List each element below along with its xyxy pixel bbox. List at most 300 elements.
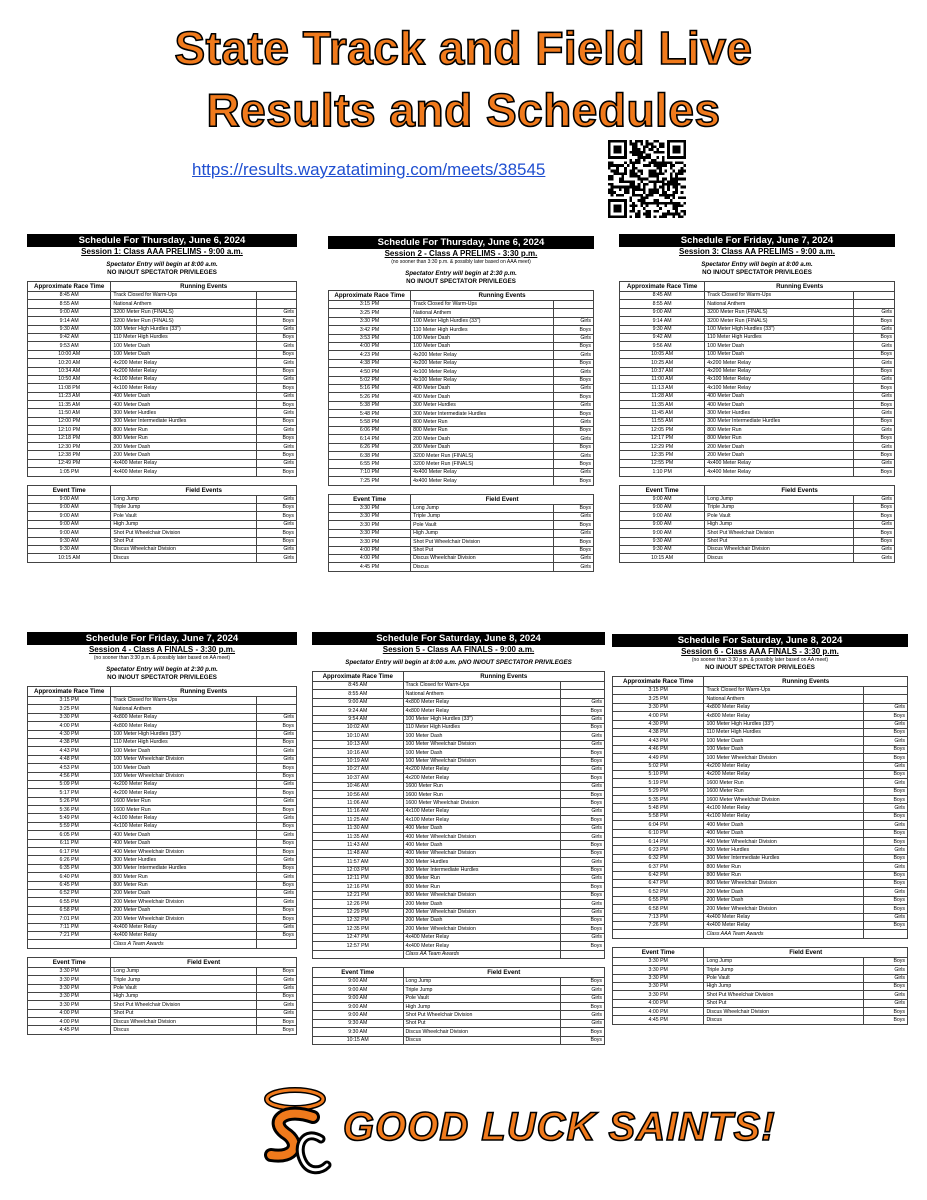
event-name: 4x400 Meter Relay [403, 933, 561, 941]
table-row [620, 417, 895, 425]
event-gender: Girls [256, 342, 296, 350]
column-header: Running Events [705, 282, 895, 292]
event-name: Long Jump [705, 495, 854, 503]
event-gender: Girls [256, 755, 296, 763]
event-time: 12:30 PM [28, 443, 111, 451]
table-row [313, 715, 605, 723]
event-name: 200 Meter Dash [705, 451, 854, 459]
schedule-block [312, 632, 605, 1045]
event-gender: Boys [256, 881, 296, 889]
event-name: 4x100 Meter Relay [403, 816, 561, 824]
event-time: 4:56 PM [28, 772, 111, 780]
event-time: 3:30 PM [28, 713, 111, 721]
event-gender: Boys [863, 1008, 907, 1016]
table-row [329, 460, 594, 468]
event-time: 10:02 AM [313, 723, 404, 731]
column-header: Event Time [613, 947, 704, 957]
event-time [313, 950, 404, 958]
event-name: 100 Meter Dash [704, 737, 863, 745]
table-row [28, 856, 297, 864]
event-name: 110 Meter High Hurdles [705, 333, 854, 341]
event-name: 400 Meter Dash [111, 392, 256, 400]
event-name: Triple Jump [411, 512, 554, 520]
event-name: Track Closed for Warm-Ups [403, 682, 561, 690]
table-row [613, 695, 908, 703]
event-name: 4x100 Meter Relay [411, 376, 554, 384]
event-time: 12:29 PM [313, 908, 404, 916]
event-gender: Boys [554, 342, 594, 350]
event-gender: Boys [863, 812, 907, 820]
page-title-line2: Results and Schedules [206, 84, 721, 136]
column-header: Field Events [111, 485, 297, 495]
event-name: Shot Put [411, 546, 554, 554]
table-row [329, 309, 594, 317]
table-row [620, 401, 895, 409]
event-time: 11:35 AM [313, 833, 404, 841]
event-name: 3200 Meter Run (FINALS) [705, 317, 854, 325]
event-name: Shot Put Wheelchair Division [704, 991, 863, 999]
event-time: 7:25 PM [329, 477, 411, 485]
spectator-entry: Spectator Entry will begin at 2:30 p.m. [106, 666, 218, 673]
event-gender: Boys [256, 537, 296, 545]
event-time: 5:59 PM [28, 822, 111, 830]
event-time: 5:19 PM [613, 779, 704, 787]
event-time: 10:05 AM [620, 350, 705, 358]
table-row [313, 824, 605, 832]
event-time: 5:09 PM [28, 780, 111, 788]
event-time: 10:20 AM [28, 359, 111, 367]
event-time: 9:00 AM [28, 503, 111, 511]
event-time: 9:42 AM [28, 333, 111, 341]
event-time: 10:10 AM [313, 732, 404, 740]
table-row [620, 317, 895, 325]
table-row [28, 881, 297, 889]
event-gender: Boys [256, 864, 296, 872]
event-time: 3:30 PM [329, 538, 411, 546]
event-name: 400 Meter Wheelchair Division [704, 838, 863, 846]
event-time: 9:00 AM [313, 698, 404, 706]
event-time: 12:35 PM [313, 925, 404, 933]
event-name: Shot Put [705, 537, 854, 545]
event-time: 3:30 PM [613, 966, 704, 974]
event-time: 6:55 PM [28, 898, 111, 906]
event-gender: Girls [561, 1019, 605, 1027]
event-time: 6:11 PM [28, 839, 111, 847]
table-row [28, 401, 297, 409]
event-gender: Boys [561, 1003, 605, 1011]
event-time: 5:36 PM [28, 806, 111, 814]
event-name: 400 Meter Wheelchair Division [403, 833, 561, 841]
event-name: 4x200 Meter Relay [111, 367, 256, 375]
event-name: 300 Meter Hurdles [111, 856, 256, 864]
field-events-table [619, 485, 895, 563]
event-gender: Girls [256, 873, 296, 881]
event-gender: Boys [561, 707, 605, 715]
table-row [313, 1019, 605, 1027]
table-row [329, 334, 594, 342]
event-gender: Boys [256, 512, 296, 520]
spectator-entry: Spectator Entry will begin at 8:00 a.m. [106, 261, 218, 268]
event-gender: Boys [853, 367, 894, 375]
event-time: 11:35 AM [620, 401, 705, 409]
event-gender: Boys [561, 916, 605, 924]
event-gender: Boys [554, 504, 594, 512]
event-time: 12:26 PM [313, 900, 404, 908]
event-gender: Girls [863, 779, 907, 787]
table-row [313, 807, 605, 815]
event-gender: Girls [863, 863, 907, 871]
event-name: Pole Vault [111, 512, 256, 520]
column-header: Approximate Race Time [613, 677, 704, 687]
table-row [329, 443, 594, 451]
table-row [313, 791, 605, 799]
event-name: 110 Meter High Hurdles [111, 738, 256, 746]
event-time: 9:00 AM [313, 994, 404, 1002]
event-gender: Boys [256, 848, 296, 856]
event-name: National Anthem [111, 705, 256, 713]
event-gender: Girls [863, 846, 907, 854]
event-name: High Jump [403, 1003, 561, 1011]
event-gender: Boys [554, 538, 594, 546]
event-name: 100 Meter Wheelchair Division [403, 757, 561, 765]
event-gender: Boys [863, 879, 907, 887]
event-name: Pole Vault [704, 974, 863, 982]
table-row [28, 537, 297, 545]
event-gender: Girls [256, 375, 296, 383]
table-row [329, 410, 594, 418]
event-name: 100 Meter High Hurdles (33") [111, 325, 256, 333]
table-row [329, 554, 594, 562]
running-events-table [619, 281, 895, 477]
event-gender: Girls [561, 833, 605, 841]
event-name: 1600 Meter Run [403, 791, 561, 799]
event-name: National Anthem [411, 309, 554, 317]
table-row [613, 957, 908, 965]
schedule-block [612, 634, 908, 1025]
event-gender: Boys [561, 891, 605, 899]
table-row [28, 529, 297, 537]
table-row [613, 728, 908, 736]
event-time: 4:43 PM [28, 747, 111, 755]
table-row [28, 780, 297, 788]
event-gender: Boys [561, 849, 605, 857]
event-gender: Boys [256, 350, 296, 358]
event-time: 9:54 AM [313, 715, 404, 723]
event-gender: Boys [853, 417, 894, 425]
event-name: 4x200 Meter Relay [403, 774, 561, 782]
event-time: 9:00 AM [313, 1011, 404, 1019]
table-row [329, 477, 594, 485]
event-name: 100 Meter Dash [705, 342, 854, 350]
event-gender: Boys [853, 512, 894, 520]
event-gender [256, 300, 296, 308]
event-gender: Boys [256, 317, 296, 325]
event-time: 9:00 AM [313, 986, 404, 994]
event-gender [256, 940, 296, 948]
event-time: 9:30 AM [28, 325, 111, 333]
event-name: 800 Meter Wheelchair Division [403, 891, 561, 899]
event-gender: Boys [561, 866, 605, 874]
event-time: 3:25 PM [28, 705, 111, 713]
event-gender: Girls [256, 308, 296, 316]
event-time: 8:55 AM [313, 690, 404, 698]
table-row [329, 401, 594, 409]
event-time: 4:38 PM [329, 359, 411, 367]
event-name: 100 Meter Dash [403, 732, 561, 740]
table-row [313, 757, 605, 765]
event-gender: Girls [561, 986, 605, 994]
event-time: 12:38 PM [28, 451, 111, 459]
event-name: Track Closed for Warm-Ups [111, 697, 256, 705]
table-row [28, 342, 297, 350]
session-note: (no sooner than 3:30 p.m. & possibly later based on AA meet) [691, 657, 829, 663]
table-row [620, 451, 895, 459]
event-name: 4x800 Meter Relay [403, 698, 561, 706]
good-luck-slogan: GOOD LUCK SAINTS! [343, 1105, 776, 1149]
event-gender: Girls [561, 933, 605, 941]
event-name: 400 Meter Dash [411, 393, 554, 401]
event-name: 4x100 Meter Relay [111, 384, 256, 392]
event-gender: Girls [853, 359, 894, 367]
event-gender: Boys [256, 722, 296, 730]
event-time: 6:58 PM [28, 906, 111, 914]
event-time: 6:40 PM [28, 873, 111, 881]
event-gender: Boys [853, 537, 894, 545]
event-gender [863, 687, 907, 695]
table-row [28, 1026, 297, 1034]
event-name: 3200 Meter Run (FINALS) [705, 308, 854, 316]
event-time: 10:13 AM [313, 740, 404, 748]
event-gender: Boys [853, 434, 894, 442]
event-name: 1600 Meter Run [111, 806, 256, 814]
event-time: 3:30 PM [28, 976, 111, 984]
event-gender: Boys [863, 957, 907, 965]
event-name: 800 Meter Run [705, 426, 854, 434]
event-name: 300 Meter Intermediate Hurdles [704, 854, 863, 862]
event-time: 6:47 PM [613, 879, 704, 887]
event-name: 4x400 Meter Relay [111, 931, 256, 939]
event-time: 9:42 AM [620, 333, 705, 341]
table-row [620, 333, 895, 341]
event-time: 4:50 PM [329, 368, 411, 376]
event-gender: Girls [853, 409, 894, 417]
table-row [313, 874, 605, 882]
table-row [28, 797, 297, 805]
event-name: 400 Meter Dash [403, 841, 561, 849]
event-gender: Boys [256, 529, 296, 537]
event-time: 9:00 AM [620, 308, 705, 316]
event-gender: Boys [554, 326, 594, 334]
column-header: Field Event [403, 967, 604, 977]
event-time: 6:58 PM [613, 905, 704, 913]
event-name: 4x800 Meter Relay [704, 703, 863, 711]
event-name: 100 Meter High Hurdles (33") [411, 317, 554, 325]
event-gender: Girls [853, 426, 894, 434]
event-name: 800 Meter Run [111, 881, 256, 889]
event-time: 3:30 PM [28, 984, 111, 992]
table-row [620, 367, 895, 375]
event-time: 11:25 AM [313, 816, 404, 824]
event-time: 3:25 PM [329, 309, 411, 317]
event-gender: Girls [863, 966, 907, 974]
table-row [313, 732, 605, 740]
qr-code-icon [608, 140, 686, 218]
event-name: 800 Meter Run [403, 883, 561, 891]
event-time: 4:00 PM [613, 1008, 704, 1016]
table-row [28, 931, 297, 939]
event-name: Triple Jump [403, 986, 561, 994]
event-time: 9:14 AM [28, 317, 111, 325]
event-gender: Boys [554, 359, 594, 367]
event-time: 5:10 PM [613, 770, 704, 778]
event-time: 10:15 AM [28, 554, 111, 562]
event-name: Discus [111, 1026, 256, 1034]
event-name: 100 Meter Dash [705, 350, 854, 358]
event-gender: Girls [853, 325, 894, 333]
table-row [329, 504, 594, 512]
event-time: 5:48 PM [329, 410, 411, 418]
table-row [28, 764, 297, 772]
table-row [613, 879, 908, 887]
event-name: 110 Meter High Hurdles [411, 326, 554, 334]
event-time: 9:00 AM [620, 503, 705, 511]
table-row [613, 712, 908, 720]
event-time: 11:55 AM [620, 417, 705, 425]
event-gender: Boys [853, 333, 894, 341]
event-time: 4:49 PM [613, 754, 704, 762]
event-name: Long Jump [403, 977, 561, 985]
column-header: Field Event [704, 947, 908, 957]
table-row [613, 762, 908, 770]
event-name: 100 Meter Dash [411, 334, 554, 342]
event-gender: Boys [863, 854, 907, 862]
table-row [313, 690, 605, 698]
event-time: 3:30 PM [28, 967, 111, 975]
event-gender: Boys [863, 838, 907, 846]
event-gender: Girls [853, 375, 894, 383]
table-row [620, 409, 895, 417]
event-time: 3:30 PM [329, 504, 411, 512]
event-time: 10:19 AM [313, 757, 404, 765]
table-row [620, 426, 895, 434]
event-gender: Girls [853, 392, 894, 400]
table-row [613, 999, 908, 1007]
table-row [620, 342, 895, 350]
event-name: Shot Put [704, 999, 863, 1007]
event-name: 4x200 Meter Relay [705, 367, 854, 375]
event-gender: Girls [256, 392, 296, 400]
event-time: 10:15 AM [313, 1036, 404, 1044]
event-time: 3:42 PM [329, 326, 411, 334]
event-name: 800 Meter Run [111, 426, 256, 434]
table-row [313, 682, 605, 690]
table-row [28, 873, 297, 881]
event-name: 3200 Meter Run (FINALS) [411, 460, 554, 468]
event-time: 9:00 AM [28, 308, 111, 316]
event-gender: Boys [561, 1036, 605, 1044]
event-time: 10:15 AM [620, 554, 705, 562]
event-time: 12:29 PM [620, 443, 705, 451]
event-name: 4x100 Meter Relay [111, 814, 256, 822]
table-row [313, 707, 605, 715]
table-row [613, 829, 908, 837]
event-name: 400 Meter Wheelchair Division [111, 848, 256, 856]
table-row [613, 770, 908, 778]
event-time: 3:30 PM [613, 991, 704, 999]
event-gender: Boys [256, 822, 296, 830]
column-header: Event Time [28, 485, 111, 495]
event-time: 5:17 PM [28, 789, 111, 797]
event-gender: Boys [256, 738, 296, 746]
table-row [329, 418, 594, 426]
results-link[interactable]: https://results.wayzatatiming.com/meets/38545 [192, 160, 546, 179]
schedule-block [27, 632, 297, 1035]
session-title: Session 5 - Class AA FINALS - 9:00 a.m. [382, 645, 535, 654]
event-name: 200 Meter Dash [111, 451, 256, 459]
event-time: 11:00 AM [620, 375, 705, 383]
event-name: 300 Meter Hurdles [403, 858, 561, 866]
event-time: 4:38 PM [613, 728, 704, 736]
event-name: 200 Meter Dash [403, 900, 561, 908]
event-gender: Girls [554, 368, 594, 376]
event-name: Pole Vault [403, 994, 561, 1002]
table-row [329, 521, 594, 529]
event-time: 6:06 PM [329, 426, 411, 434]
event-time: 4:23 PM [329, 351, 411, 359]
event-name: 200 Meter Dash [403, 916, 561, 924]
table-row [329, 317, 594, 325]
event-name: 800 Meter Run [111, 873, 256, 881]
event-gender [561, 950, 605, 958]
footer [255, 1085, 776, 1180]
event-name: 200 Meter Dash [411, 443, 554, 451]
event-name: Triple Jump [111, 976, 256, 984]
table-row [28, 495, 297, 503]
event-time: 7:13 PM [613, 913, 704, 921]
schedule-title: Schedule For Thursday, June 6, 2024 [27, 234, 297, 247]
event-name: 200 Meter Dash [111, 906, 256, 914]
event-name: 400 Meter Dash [705, 401, 854, 409]
event-time: 12:11 PM [313, 874, 404, 882]
table-row [313, 765, 605, 773]
event-time: 8:45 AM [313, 682, 404, 690]
event-name: Discus [705, 554, 854, 562]
event-gender: Boys [256, 789, 296, 797]
event-time: 12:57 PM [313, 942, 404, 950]
event-time: 6:14 PM [329, 435, 411, 443]
event-name: 100 Meter Dash [111, 350, 256, 358]
event-time: 6:32 PM [613, 854, 704, 862]
event-time: 5:02 PM [329, 376, 411, 384]
event-gender: Boys [554, 410, 594, 418]
event-time: 11:57 AM [313, 858, 404, 866]
event-gender: Girls [561, 874, 605, 882]
event-name: High Jump [111, 520, 256, 528]
event-gender [561, 690, 605, 698]
event-gender: Boys [256, 915, 296, 923]
event-gender: Boys [256, 906, 296, 914]
event-name: 4x200 Meter Relay [705, 359, 854, 367]
event-time: 9:00 AM [28, 495, 111, 503]
running-events-table [27, 281, 297, 477]
event-gender: Girls [256, 797, 296, 805]
event-name: 1600 Meter Wheelchair Division [704, 796, 863, 804]
event-name: 400 Meter Wheelchair Division [403, 849, 561, 857]
event-name: 300 Meter Intermediate Hurdles [705, 417, 854, 425]
table-row [620, 495, 895, 503]
event-gender: Girls [554, 563, 594, 571]
table-row [313, 723, 605, 731]
